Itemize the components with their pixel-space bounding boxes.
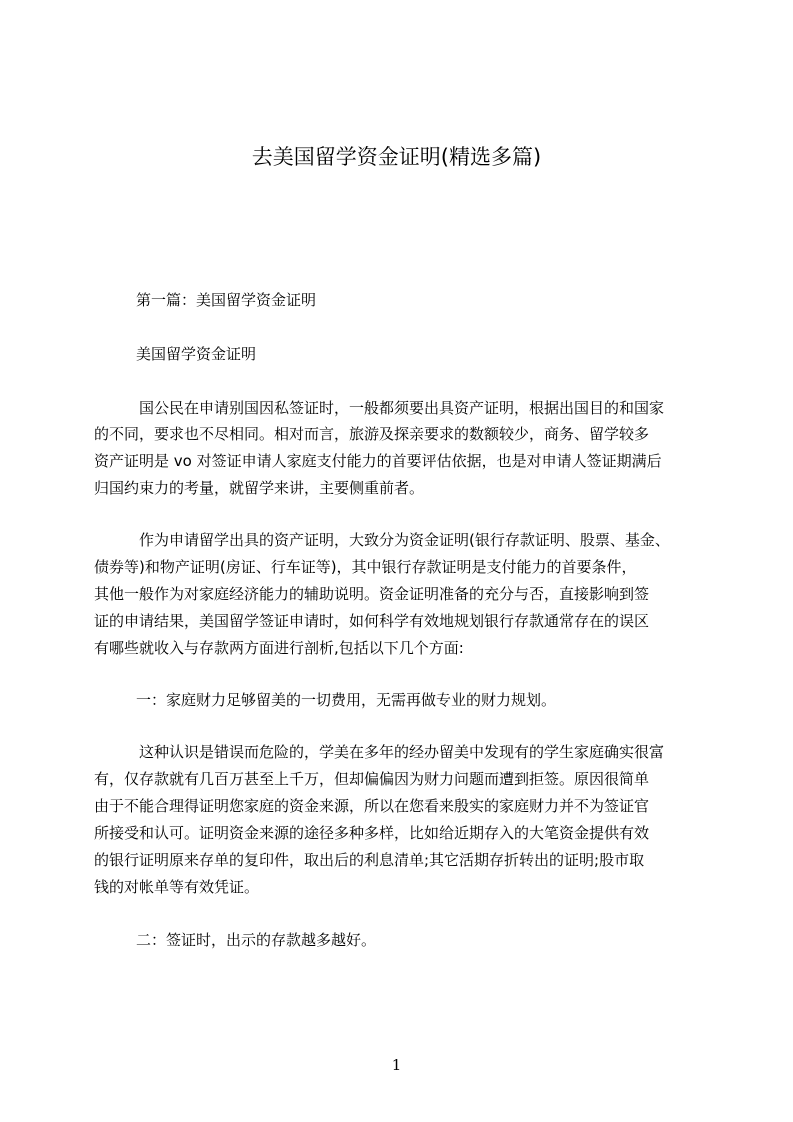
paragraph-line: 证的申请结果，美国留学签证申请时，如何科学有效地规划银行存款通常存在的误区 [94,612,650,630]
paragraph-line: 国公民在申请别国因私签证时，一般都须要出具资产证明，根据出国目的和国家 [139,399,665,417]
paragraph-line: 由于不能合理得证明您家庭的资金来源，所以在您看来殷实的家庭财力并不为签证官 [94,797,650,815]
subheading: 美国留学资金证明 [136,345,257,363]
section-heading: 第一篇：美国留学资金证明 [136,291,317,309]
document-title: 去美国留学资金证明(精选多篇) [251,145,542,169]
paragraph-line: 资产证明是 vo 对签证申请人家庭支付能力的首要评估依据，也是对申请人签证期满后 [94,452,662,470]
point-heading-1: 一：家庭财力足够留美的一切费用，无需再做专业的财力规划。 [136,691,557,709]
paragraph-line: 其他一般作为对家庭经济能力的辅助说明。资金证明准备的充分与否，直接影响到签 [94,585,650,603]
paragraph-line: 的不同，要求也不尽相同。相对而言，旅游及探亲要求的数额较少，商务、留学较多 [94,425,650,443]
point-heading-2: 二：签证时，出示的存款越多越好。 [136,931,377,949]
paragraph-line: 所接受和认可。证明资金来源的途径多种多样，比如给近期存入的大笔资金提供有效 [94,824,650,842]
page-number: 1 [391,1056,402,1074]
paragraph-line: 作为申请留学出具的资产证明，大致分为资金证明(银行存款证明、股票、基金、 [139,531,670,549]
paragraph-line: 钱的对帐单等有效凭证。 [94,878,260,896]
paragraph-line: 归国约束力的考量，就留学来讲，主要侧重前者。 [94,479,425,497]
paragraph-line: 这种认识是错误而危险的，学美在多年的经办留美中发现有的学生家庭确实很富 [139,743,665,761]
paragraph-line: 的银行证明原来存单的复印件，取出后的利息清单;其它活期存折转出的证明;股市取 [94,851,645,869]
paragraph-line: 有，仅存款就有几百万甚至上千万，但却偏偏因为财力问题而遭到拒签。原因很简单 [94,770,650,788]
paragraph-line: 债券等)和物产证明(房证、行车证等)，其中银行存款证明是支付能力的首要条件， [94,558,637,576]
paragraph-line: 有哪些就收入与存款两方面进行剖析,包括以下几个方面: [94,639,464,657]
